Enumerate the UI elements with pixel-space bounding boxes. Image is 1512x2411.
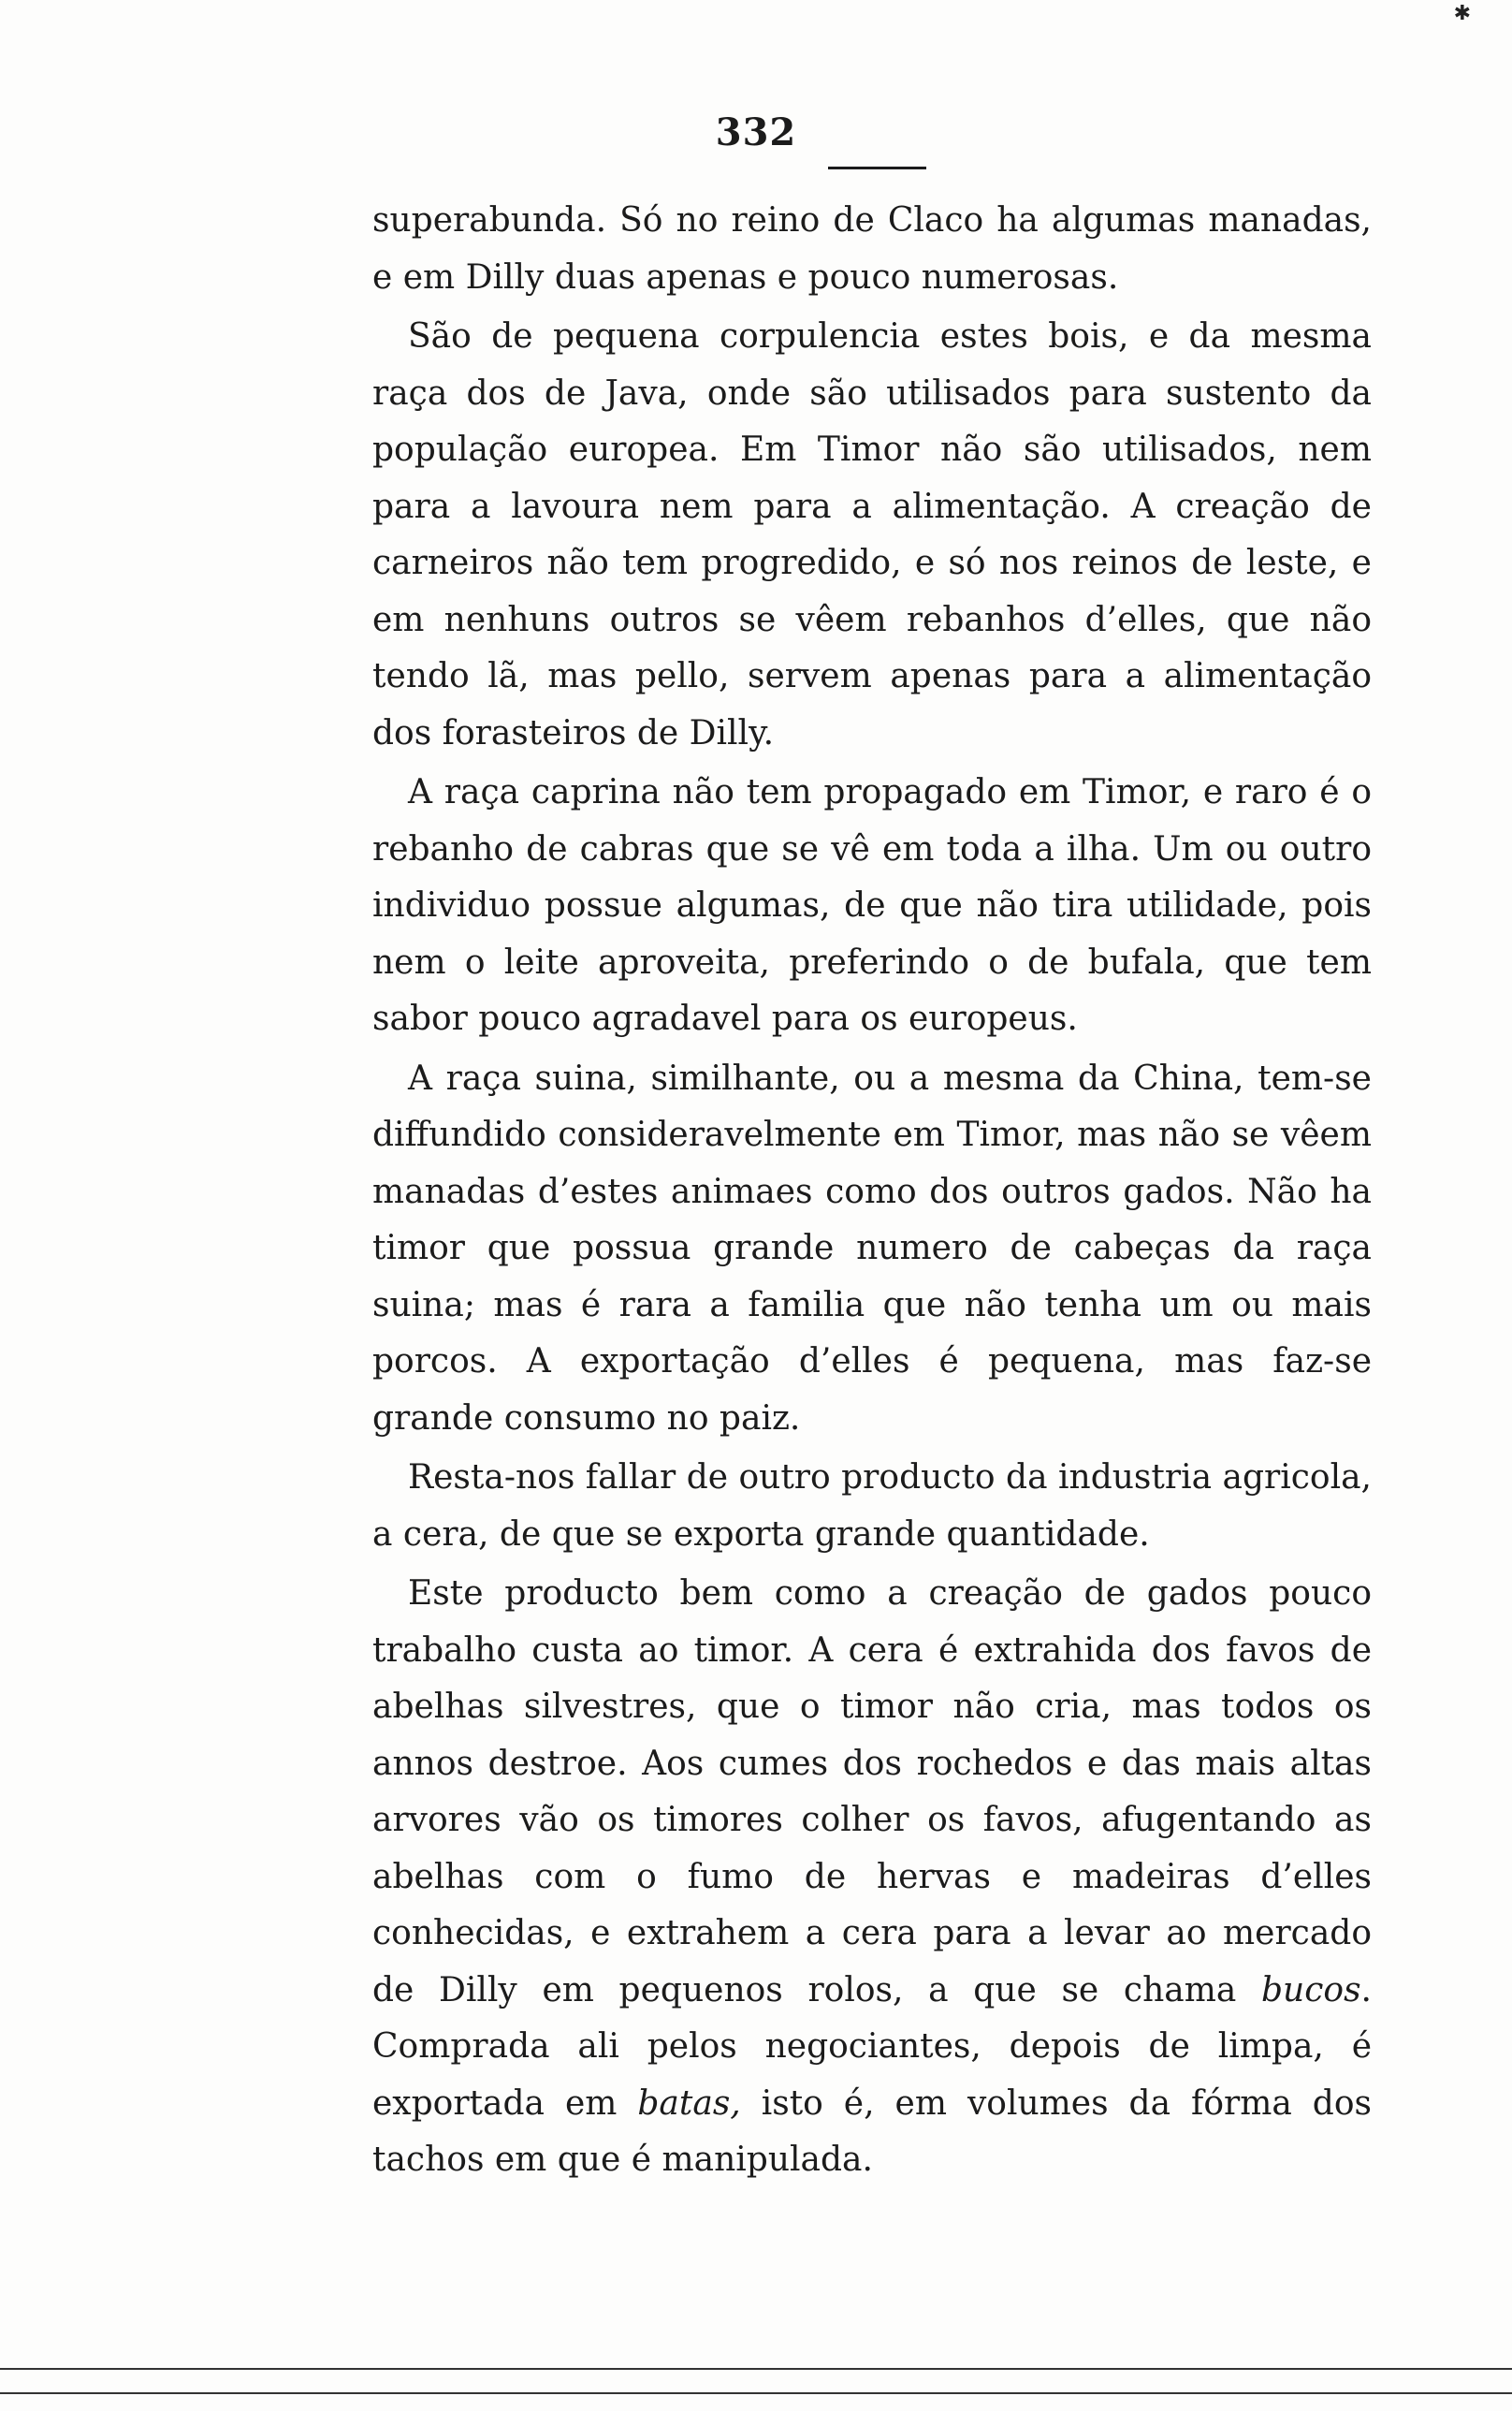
paragraph-text: superabunda. Só no reino de Claco ha algumas manadas, e em Dilly duas apenas e pouco numerosas. xyxy=(372,201,1372,297)
paragraph xyxy=(372,309,1372,762)
paragraph xyxy=(372,1566,1372,2189)
paragraph xyxy=(372,193,1372,306)
italic-term: batas, xyxy=(637,2083,741,2123)
edge-mark: ✱ xyxy=(1453,2,1471,25)
paragraph-text: São de pequena corpulencia estes bois, e da mesma raça dos de Java, onde são utilisados para sustento da população europea. Em Timor não são utilisados, nem para a lavoura nem para a alimentação. A creação de carneiros não tem progredido, e só nos reinos de leste, e em nenhuns outros se vêem rebanhos d’elles, que não tendo lã, mas pello, servem apenas para a alimentação dos forasteiros de Dilly. xyxy=(372,317,1372,753)
page-number: 332 xyxy=(715,110,797,154)
paragraph xyxy=(372,1051,1372,1448)
scan-edge-line xyxy=(0,2392,1512,2394)
paragraph xyxy=(372,1450,1372,1563)
paragraph-text: . Comprada ali pelos negociantes, depois de limpa, é exportada em xyxy=(372,1970,1372,2123)
paragraph-text: A raça suina, similhante, ou a mesma da China, tem-se diffundido consideravelmente em Timor, mas não se vêem manadas d’estes animaes como dos outros gados. Não ha timor que possua grande numero de cabeças da raça suina; mas é rara a familia que não tenha um ou mais porcos. A exportação d’elles é pequena, mas faz-se grande consumo no paiz. xyxy=(372,1059,1372,1438)
body-text xyxy=(372,193,1372,2189)
paragraph-text: A raça caprina não tem propagado em Timor, e raro é o rebanho de cabras que se vê em toda a ilha. Um ou outro individuo possue algumas, de que não tira utilidade, pois nem o leite aproveita, preferindo o de bufala, que tem sabor pouco agradavel para os europeus. xyxy=(372,773,1372,1038)
page-number-underline xyxy=(828,167,926,169)
paragraph xyxy=(372,765,1372,1048)
paragraph-text: isto é, em volumes da fórma dos tachos em que é manipulada. xyxy=(372,2083,1372,2179)
paragraph-text: Este producto bem como a creação de gados pouco trabalho custa ao timor. A cera é extrahida dos favos de abelhas silvestres, que o timor não cria, mas todos os annos destroe. Aos cumes dos rochedos e das mais altas arvores vão os timores colher os favos, afugentando as abelhas com o fumo de hervas e madeiras d’elles conhecidas, e extrahem a cera para a levar ao mercado de Dilly em pequenos rolos, a que se chama xyxy=(372,1574,1372,2009)
paragraph-text: Resta-nos fallar de outro producto da industria agricola, a cera, de que se exporta grande quantidade. xyxy=(372,1458,1372,1554)
italic-term: bucos xyxy=(1261,1970,1361,2009)
scan-edge-line xyxy=(0,2368,1512,2370)
